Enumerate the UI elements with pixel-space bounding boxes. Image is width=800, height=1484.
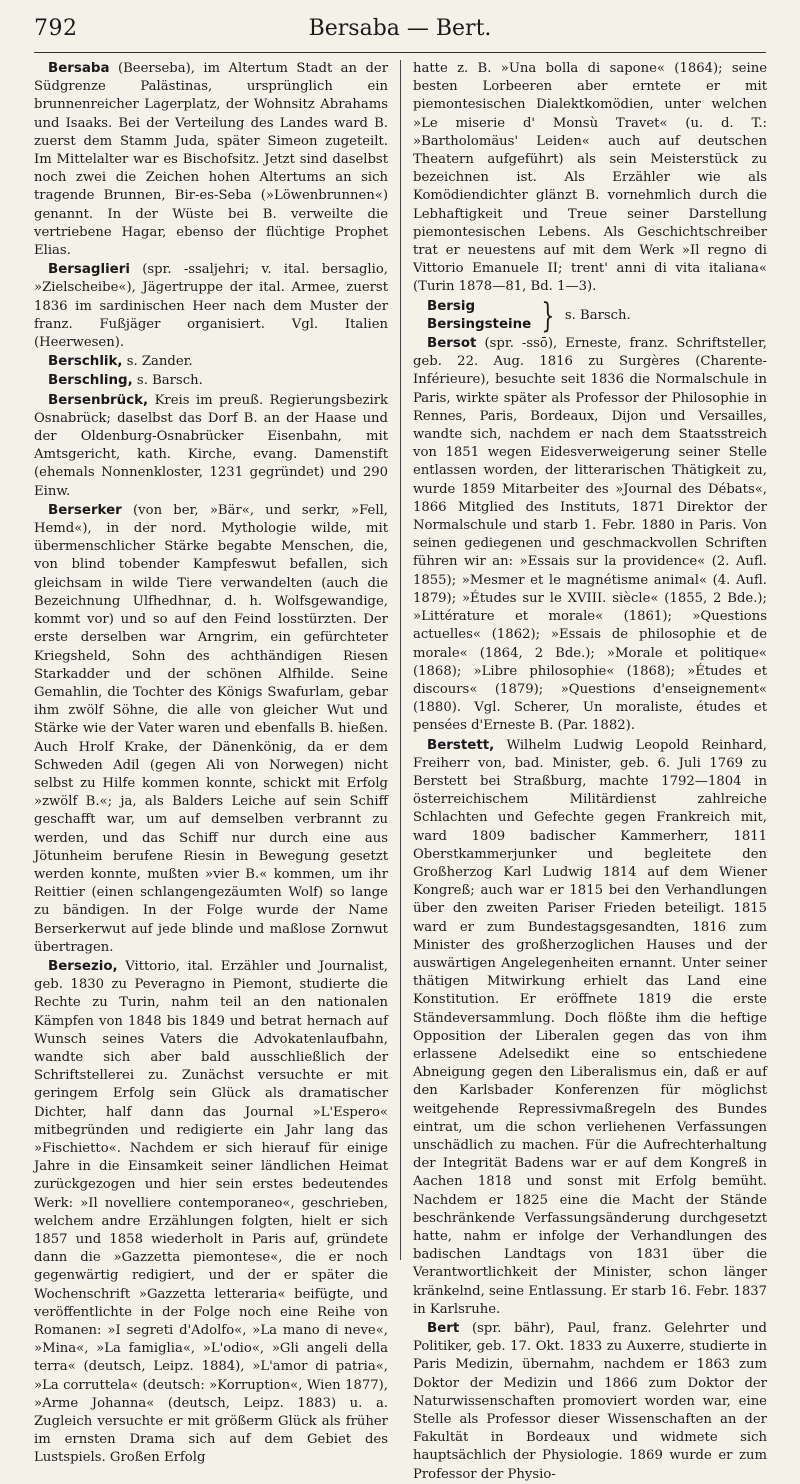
entry [34,261,388,352]
header-rule [34,52,766,53]
column-divider [400,60,401,1260]
brace-entry [413,295,767,336]
entry-text: (Beerseba), im Altertum Stadt an der Südgrenze Palästinas, ursprünglich ein brunnenreicher Lagerplatz, der Wohnsitz Abrahams und Isaaks. Bei der Verteilung des Landes ward B. zuerst dem Stamm Juda, später Simeon zugeteilt. Im Mittelalter war es Bischofsitz. Jetzt sind daselbst noch zwei die Zeichen hohen Altertums an sich tragende Brunnen, Bir-es-Seba (»Löwenbrunnen«) genannt. In der Wüste bei B. verweilte die vertriebene Hagar, ebenso der flüchtige Prophet Elias. [34,61,388,259]
entry-headword: Bersot [427,336,477,352]
entry [413,1320,767,1484]
right-column [413,60,767,1482]
entry-headword: Bersaba [48,61,110,76]
entry-text: (spr. -ssō), Erneste, franz. Schriftsteller, geb. 22. Aug. 1816 zu Surgères (Charente-Inférieure), besuchte seit 1836 die Normalschule in Paris, wirkte später als Professor der Philosophie in Rennes, Paris, Bordeaux, Dijon und Versailles, wandte sich, nachdem er nach dem Staatsstreich von 1851 wegen Eidesverweigerung seiner Stelle entlassen worden, der litterarischen Thätigkeit zu, wurde 1859 Mitarbeiter des »Journal des Débats«, 1866 Mitglied des Instituts, 1871 Direktor der Normalschule und starb 1. Febr. 1880 in Paris. Von seinen gediegenen und geschmackvollen Schriften führen wir an: »Essais sur la providence« (2. Aufl. 1855); »Mesmer et le magnétisme animal« (4. Aufl. 1879); »Études sur le XVIII. siècle« (1855, 2 Bde.); »Littérature et morale« (1861); »Questions actuelles« (1862); »Essais de philosophie et de morale« (1864, 2 Bde.); »Morale et politique« (1868); »Libre philosophie« (1868); »Études et discours« (1879); »Questions d'enseignement« (1880). Vgl. Scherer, Un moraliste, études et pensées d'Erneste B. (Par. 1882). [413,336,767,734]
running-head: Bersaba — Bert. [308,16,492,41]
entry [34,372,388,390]
entry-headword: Berschlik, [48,354,123,370]
entry-headword: Bersingsteine [427,316,532,332]
entry-text: Kreis im preuß. Regierungsbezirk Osnabrück; daselbst das Dorf B. an der Haase und der Oldenburg-Osnabrücker Eisenbahn, mit Amtsgericht, kath. Kirche, evang. Damenstift (ehemals Nonnenkloster, 1231 gegründet) und 290 Einw. [34,392,388,499]
entry-text: (spr. -ssaljehri; v. ital. bersaglio, »Zielscheibe«), Jägertruppe der ital. Armee, zuerst 1836 im sardinischen Heer nach dem Muster der franz. Fußjäger organisiert. Vgl. Italien (Heerwesen). [34,262,388,351]
entry [34,392,388,501]
entry-text: (spr. bähr), Paul, franz. Gelehrter und Politiker, geb. 17. Okt. 1833 zu Auxerre, studierte in Paris Medizin, übernahm, nachdem er 1863 zum Doktor der Medizin und 1866 zum Doktor der Naturwissenschaften promoviert worden war, eine Stelle als Professor dieser Wissenschaften an der Fakultät in Bordeaux und widmete sich hauptsächlich der Physiologie. 1869 wurde er zum Professor der Physio- [413,1321,767,1482]
entry-headword: Bersenbrück, [48,392,149,408]
entry-text: (von ber, »Bär«, und serkr, »Fell, Hemd«), in der nord. Mythologie wilde, mit übermenschlicher Stärke begabte Menschen, die, von blind tobender Kampfeswut befallen, sich gleichsam in wilde Tiere verwandelten (auch die Bezeichnung Ulfhedhnar, d. h. Wolfsgewandige, kommt vor) und so auf den Feind losstürzten. Der erste derselben war Arngrim, ein gefürchteter Kriegsheld, Sohn des achthändigen Riesen Starkadder und der schönen Alfhilde. Seine Gemahlin, die Tochter des Königs Swafurlam, gebar ihm zwölf Söhne, die alle von gleicher Wut und Stärke wie der Vater waren und ebenfalls B. hießen. Auch Hrolf Krake, der Dänenkönig, da er dem Schweden Adil (gegen Ali von Norwegen) nicht selbst zu Hilfe kommen konnte, schickt mit Erfolg »zwölf B.«; ja, als Balders Leiche auf sein Schiff geschafft war, um auf demselben verbrannt zu werden, und das Schiff nur durch eine aus Jötunheim berufene Riesin in Bewegung gesetzt werden konnte, mußten »vier B.« kommen, um ihr Reittier (einen schlangengezäumten Wolf) so lange zu bändigen. In der Folge wurde der Name Berserkerwut auf jede blinde und maßlose Zornwut übertragen. [34,502,388,955]
entry-headword: Bersaglieri [48,262,130,278]
brace-headwords [413,298,531,334]
left-column [34,60,388,1466]
entry [413,737,767,1320]
entry [34,60,388,260]
entry-headword: Berschling, [48,373,133,389]
entry-headword: Bersezio, [48,958,118,974]
entry [34,353,388,371]
entry-headword: Berstett, [427,737,495,753]
page-number: 792 [34,16,78,41]
entry-headword: Berserker [48,502,122,518]
entry-text: s. Barsch. [564,307,631,323]
entry-headword: Bert [427,1321,460,1337]
entry-headword: Bersig [427,298,476,314]
brace-glyph: } [541,295,555,336]
entry [34,958,388,1468]
entry-text: s. Zander. [126,354,193,370]
entry [34,502,388,957]
entry [413,335,767,735]
entry-text: Wilhelm Ludwig Leopold Reinhard, Freiherr von, bad. Minister, geb. 6. Juli 1769 zu Berstett bei Straßburg, machte 1792—1804 in österreichischem Militärdienst zahlreiche Schlachten und Gefechte gegen Frankreich mit, ward 1809 badischer Kammerherr, 1811 Oberstkammerjunker und begleitete den Großherzog Karl Ludwig 1814 auf dem Wiener Kongreß; auch war er 1815 bei den Verhandlungen über den zweiten Pariser Frieden beteiligt. 1815 ward er zum Bundestagsgesandten, 1816 zum Minister des großherzoglichen Hauses und der auswärtigen Angelegenheiten ernannt. Unter seiner thätigen Mitwirkung erhielt das Land eine Konstitution. Er eröffnete 1819 die erste Ständeversammlung. Doch flößte ihm die heftige Opposition der Liberalen gegen das von ihm erlassene Adelsedikt eine so entschiedene Abneigung gegen den Liberalismus ein, daß er auf den Karlsbader Konferenzen für möglichst weitgehende Repressivmaßregeln des Bundes eintrat, um die schon verliehenen Verfassungen unschädlich zu machen. Für die Aufrechterhaltung der Integrität Badens war er auf dem Kongreß in Aachen 1818 und sonst mit Erfolg bemüht. Nachdem er 1825 eine die Macht der Stände beschränkende Verfassungsänderung durchgesetzt hatte, nahm er infolge der Verhandlungen des badischen Landtags von 1831 über die Verantwortlichkeit der Minister, schon länger kränkelnd, seine Entlassung. Er starb 16. Febr. 1837 in Karlsruhe. [413,737,767,1317]
entry-text: s. Barsch. [136,373,203,389]
entry-text: Vittorio, ital. Erzähler und Journalist, geb. 1830 zu Peveragno in Piemont, studierte die Rechte zu Turin, nahm teil an den nationalen Kämpfen von 1848 bis 1849 und betrat hernach auf Wunsch seines Vaters die Advokatenlaufbahn, wandte sich aber bald ausschließlich der Schriftstellerei zu. Zunächst versuchte er mit geringem Erfolg sein Glück als dramatischer Dichter, half dann das Journal »L'Espero« mitbegründen und redigierte ein Jahr lang das »Fischietto«. Nachdem er sich hierauf für einige Jahre in die Einsamkeit seiner ländlichen Heimat zurückgezogen und hier sein erstes bedeutendes Werk: »Il novelliere contemporaneo«, geschrieben, welchem andre Erzählungen folgten, hielt er sich 1857 und 1858 wiederholt in Paris auf, gründete dann die »Gazzetta piemontese«, die er noch gegenwärtig redigiert, und der er später die Wochenschrift »Gazzetta letteraria« beifügte, und veröffentlichte in der Folge noch eine Reihe von Romanen: »I segreti d'Adolfo«, »La mano di neve«, »Mina«, »La famiglia«, »L'odio«, »Gli angeli della terra« (deutsch, Leipz. 1884), »L'amor di patria«, »La corruttela« (deutsch: »Korruption«, Wien 1877), »Arme Johanna« (deutsch, Leipz. 1883) u. a. Zugleich versuchte er mit größerm Glück als früher im ernsten Drama sich auf dem Gebiet des Lustspiels. Großen Erfolg [34,958,388,1466]
entry-continuation: hatte z. B. »Una bolla di sapone« (1864); seine besten Lorbeeren aber erntete er mit piemontesischen Dialektkomödien, unter welchen »Le miserie d' Monsù Travet« (u. d. T.: »Bartholomäus' Leiden« auch auf deutschen Theatern aufgeführt) als sein Meisterstück zu bezeichnen ist. Als Erzähler wie als Komödiendichter glänzt B. vornehmlich durch die Lebhaftigkeit und Treue seiner Darstellung piemontesischen Lebens. Als Geschichtschreiber trat er neuestens auf mit dem Werk »Il regno di Vittorio Emanuele II; trent' anni di vita italiana« (Turin 1878—81, Bd. 1—3). [413,61,767,295]
page-header [34,8,766,48]
